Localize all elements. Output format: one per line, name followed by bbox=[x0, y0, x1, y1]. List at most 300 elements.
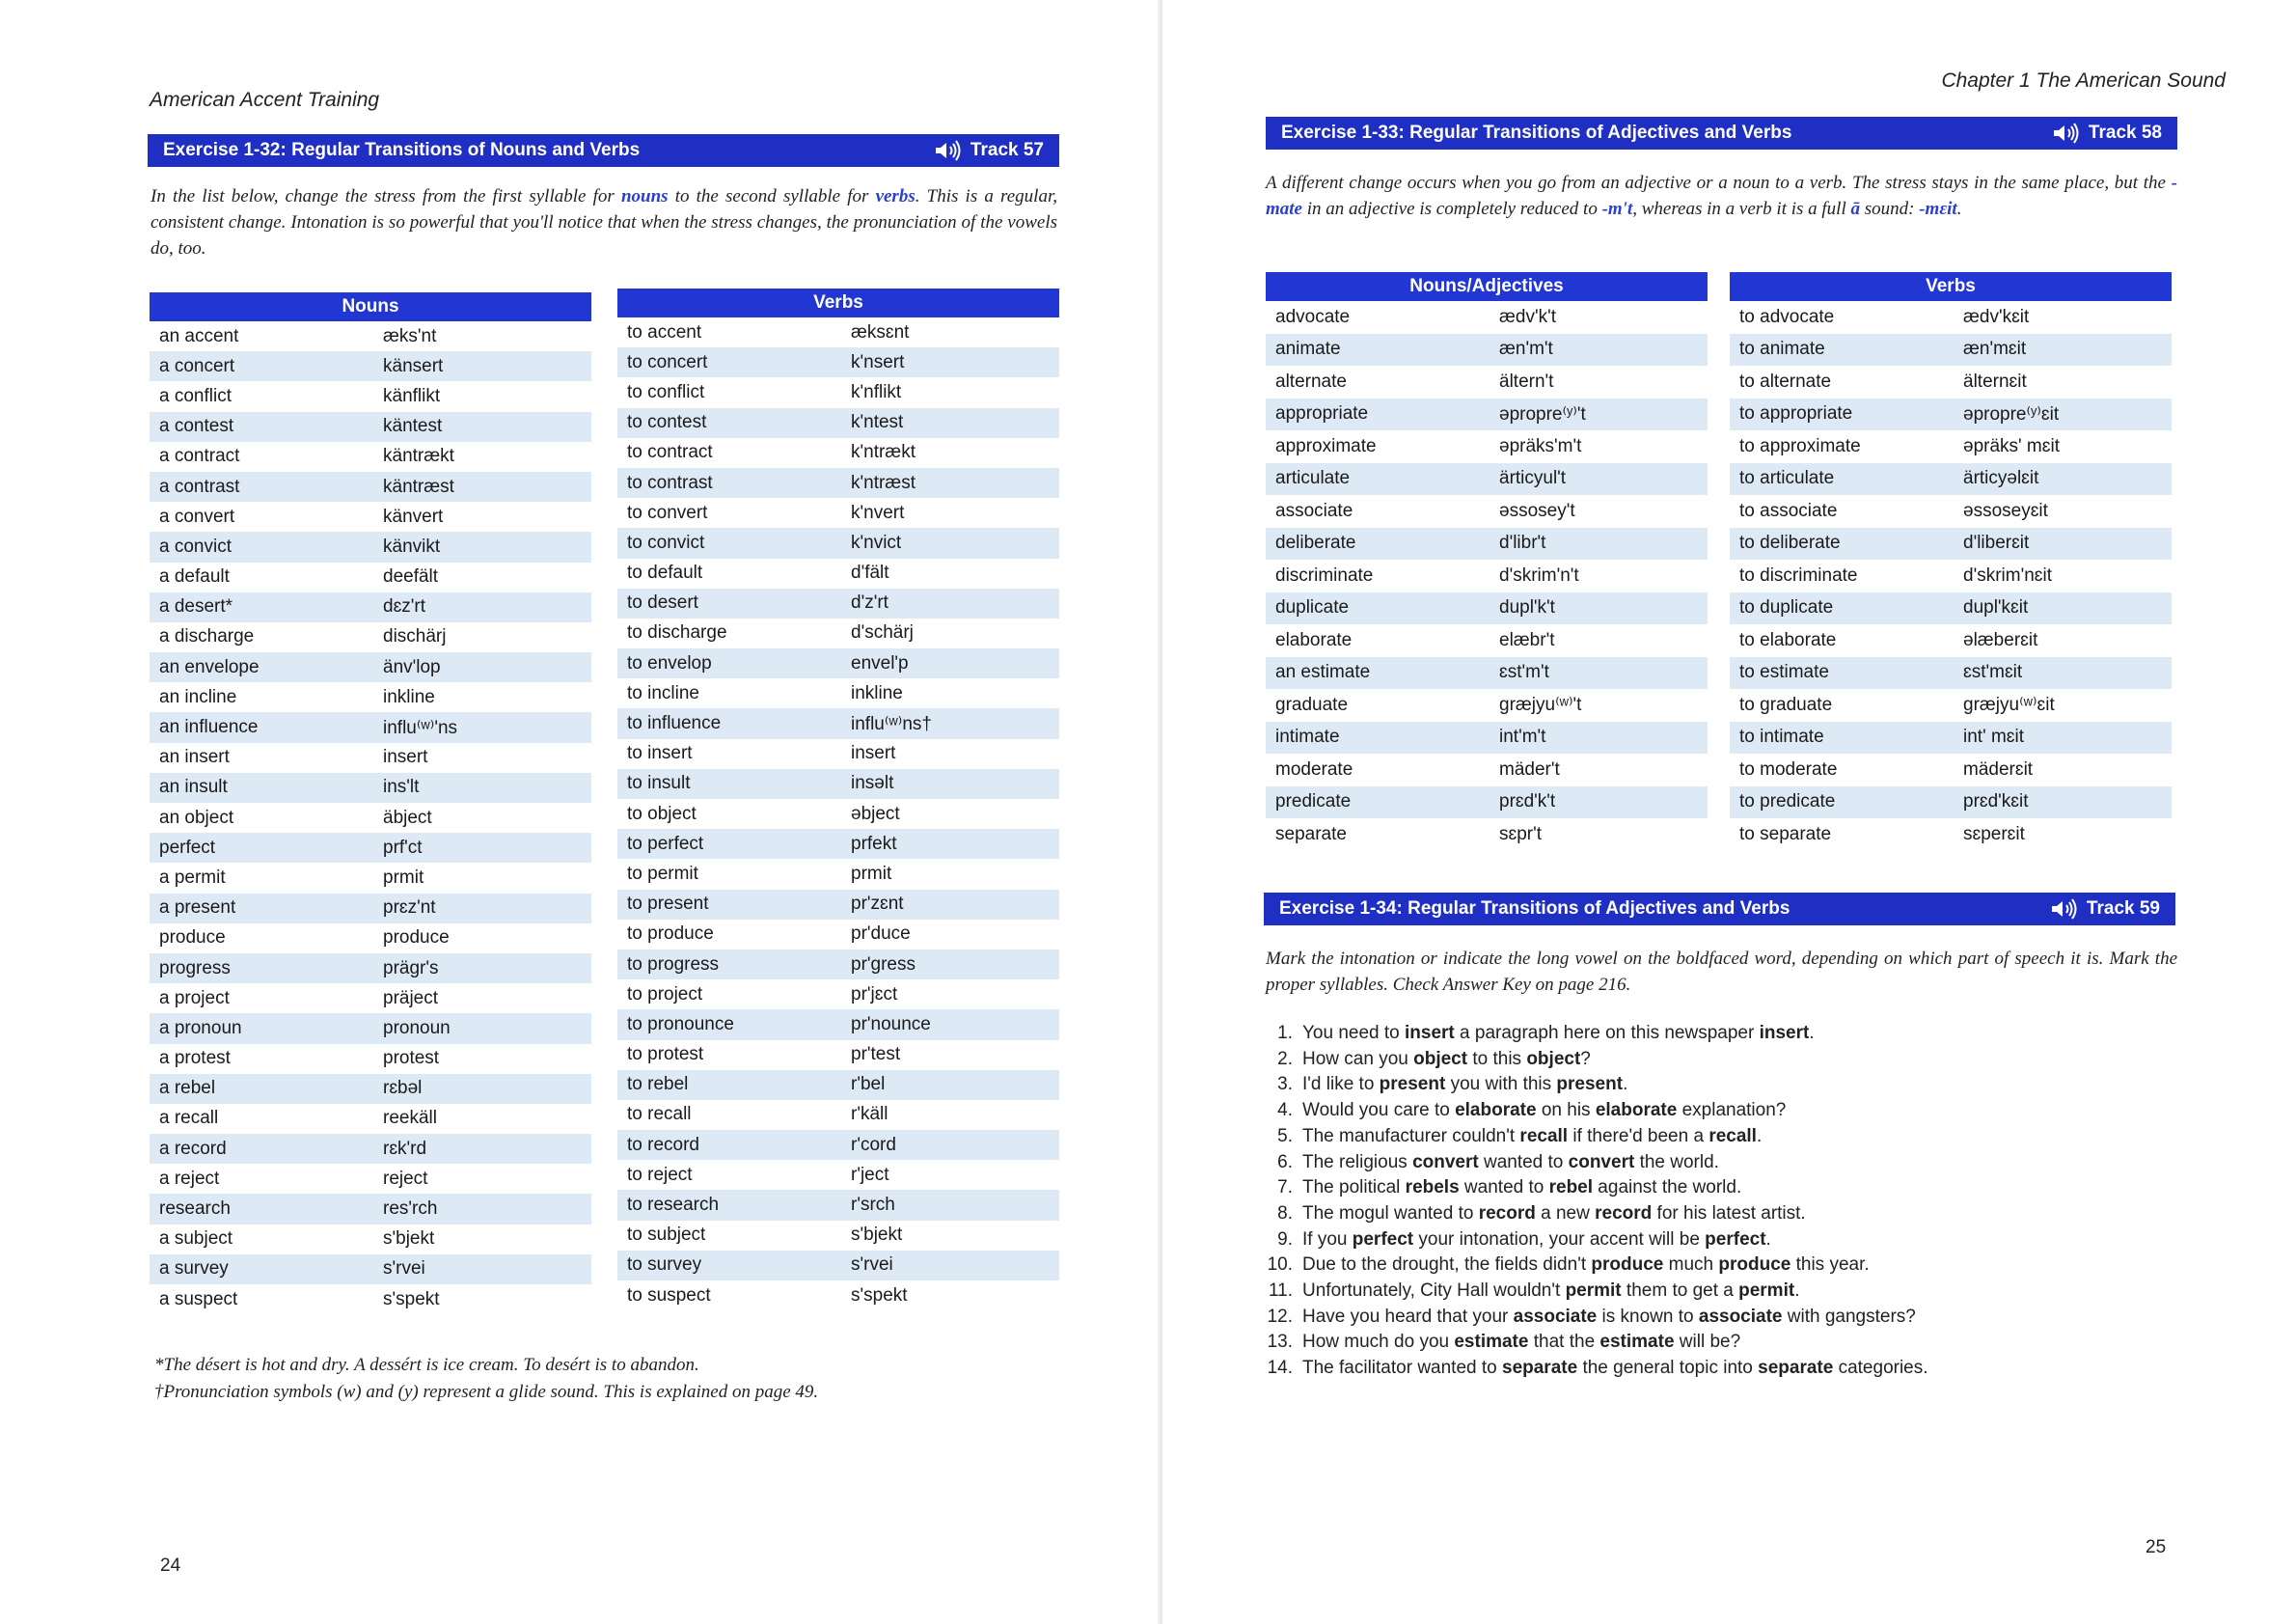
table-row bbox=[150, 532, 591, 562]
adjectives-table bbox=[1266, 272, 1708, 851]
right-page bbox=[1162, 0, 2296, 1624]
pronunciation-cell: deefält bbox=[383, 566, 439, 588]
word-cell: to reject bbox=[627, 1164, 693, 1185]
table-row bbox=[1266, 818, 1708, 851]
table-row bbox=[150, 1044, 591, 1074]
pronunciation-cell: s'spekt bbox=[383, 1288, 440, 1309]
pronunciation-cell: əpropre⁽ʸ⁾'t bbox=[1499, 403, 1586, 425]
table-row bbox=[1266, 592, 1708, 625]
table-row bbox=[150, 1134, 591, 1164]
table-row bbox=[617, 347, 1059, 377]
table-row bbox=[150, 472, 591, 502]
word-cell: to default bbox=[627, 563, 703, 584]
pronunciation-cell: pr'jɛct bbox=[851, 983, 898, 1005]
pronunciation-cell: int' mɛit bbox=[1963, 727, 2025, 748]
table-row bbox=[1730, 430, 2172, 463]
word-cell: produce bbox=[159, 927, 226, 949]
word-cell: to alternate bbox=[1739, 371, 1832, 392]
page-number-left: 24 bbox=[160, 1555, 181, 1576]
word-cell: to produce bbox=[627, 923, 714, 945]
table-row bbox=[150, 894, 591, 923]
pronunciation-cell: k'ntest bbox=[851, 412, 904, 433]
adj-verbs-table bbox=[1730, 272, 2172, 851]
word-cell: separate bbox=[1275, 823, 1347, 844]
track-label: Track 58 bbox=[2088, 123, 2162, 143]
word-cell: duplicate bbox=[1275, 597, 1350, 619]
pronunciation-cell: influ⁽ʷ⁾ns† bbox=[851, 713, 932, 734]
word-cell: appropriate bbox=[1275, 403, 1369, 425]
list-item bbox=[1266, 1227, 2177, 1253]
item-text: Have you heard that your associate is known to associate with gangsters? bbox=[1302, 1306, 1916, 1327]
table-row bbox=[150, 743, 591, 773]
word-cell: to protest bbox=[627, 1044, 704, 1065]
pronunciation-cell: k'nvert bbox=[851, 502, 905, 523]
table-row bbox=[617, 438, 1059, 468]
table-row bbox=[1266, 366, 1708, 399]
table-row bbox=[150, 1164, 591, 1194]
word-cell: to present bbox=[627, 894, 709, 915]
pronunciation-cell: æks'nt bbox=[383, 325, 437, 346]
table-row bbox=[1730, 399, 2172, 431]
list-item bbox=[1266, 1305, 2177, 1331]
word-cell: a suspect bbox=[159, 1288, 238, 1309]
table-row bbox=[617, 1280, 1059, 1310]
word-cell: a contract bbox=[159, 446, 240, 467]
pronunciation-cell: käntest bbox=[383, 416, 443, 437]
page-number-right: 25 bbox=[2146, 1537, 2167, 1557]
pronunciation-cell: k'ntrækt bbox=[851, 442, 916, 463]
list-item bbox=[1266, 1047, 2177, 1073]
table-row bbox=[150, 1194, 591, 1224]
table-row bbox=[150, 1225, 591, 1254]
pronunciation-cell: prfekt bbox=[851, 833, 897, 854]
pronunciation-cell: r'ject bbox=[851, 1164, 889, 1185]
word-cell: a permit bbox=[159, 867, 226, 888]
item-text: The religious convert wanted to convert the world. bbox=[1302, 1151, 1719, 1172]
table-row bbox=[150, 1104, 591, 1134]
item-text: How much do you estimate that the estimate will be? bbox=[1302, 1332, 1741, 1353]
list-item bbox=[1266, 1201, 2177, 1227]
pronunciation-cell: əssoseyɛit bbox=[1963, 500, 2048, 521]
item-text: The manufacturer couldn't recall if there'd been a recall. bbox=[1302, 1125, 1763, 1146]
table-row bbox=[1266, 495, 1708, 528]
pronunciation-cell: envel'p bbox=[851, 652, 909, 674]
footnotes bbox=[154, 1352, 1061, 1406]
word-cell: to incline bbox=[627, 682, 699, 703]
table-row bbox=[1266, 301, 1708, 334]
word-cell: a convict bbox=[159, 536, 232, 557]
table-row bbox=[1730, 301, 2172, 334]
list-item bbox=[1266, 1252, 2177, 1279]
track-button[interactable] bbox=[934, 140, 1044, 161]
word-cell: an insert bbox=[159, 747, 230, 768]
word-cell: to approximate bbox=[1739, 435, 1861, 456]
verbs-header: Verbs bbox=[617, 289, 1059, 317]
word-cell: associate bbox=[1275, 500, 1353, 521]
list-item bbox=[1266, 1098, 2177, 1124]
list-item bbox=[1266, 1330, 2177, 1356]
pronunciation-cell: k'nflikt bbox=[851, 381, 902, 402]
item-number: 4. bbox=[1277, 1100, 1293, 1121]
table-row bbox=[1266, 463, 1708, 496]
footnote-desert: *The désert is hot and dry. A dessért is ice cream. To desért is to abandon. bbox=[154, 1355, 699, 1375]
adj-verbs-header: Verbs bbox=[1730, 272, 2172, 301]
word-cell: an envelope bbox=[159, 656, 260, 677]
table-row bbox=[617, 1100, 1059, 1130]
word-cell: to convict bbox=[627, 532, 705, 553]
table-row bbox=[1266, 334, 1708, 367]
word-cell: to deliberate bbox=[1739, 533, 1841, 554]
pronunciation-cell: insəlt bbox=[851, 773, 894, 794]
word-cell: to survey bbox=[627, 1254, 702, 1276]
pronunciation-cell: k'nvict bbox=[851, 532, 902, 553]
exercise-1-32-header bbox=[148, 134, 1059, 167]
pronunciation-cell: ins'lt bbox=[383, 777, 420, 798]
pronunciation-cell: produce bbox=[383, 927, 450, 949]
word-cell: a conflict bbox=[159, 385, 232, 406]
word-cell: a contrast bbox=[159, 476, 240, 497]
word-cell: to recall bbox=[627, 1104, 692, 1125]
table-row bbox=[617, 739, 1059, 769]
word-cell: to research bbox=[627, 1195, 720, 1216]
word-cell: perfect bbox=[159, 837, 216, 858]
pronunciation-cell: d'schärj bbox=[851, 622, 914, 644]
table-row bbox=[150, 351, 591, 381]
word-cell: to pronounce bbox=[627, 1013, 734, 1034]
pronunciation-cell: präject bbox=[383, 987, 439, 1008]
item-text: The facilitator wanted to separate the general topic into separate categories. bbox=[1302, 1358, 1928, 1379]
nouns-header: Nouns bbox=[150, 292, 591, 321]
word-cell: alternate bbox=[1275, 371, 1347, 392]
item-number: 1. bbox=[1277, 1023, 1293, 1043]
table-row bbox=[617, 859, 1059, 889]
pronunciation-cell: reekäll bbox=[383, 1108, 437, 1129]
word-cell: discriminate bbox=[1275, 564, 1374, 586]
table-row bbox=[150, 321, 591, 351]
word-cell: an object bbox=[159, 807, 234, 828]
table-row bbox=[617, 1221, 1059, 1251]
word-cell: to contract bbox=[627, 442, 713, 463]
table-row bbox=[150, 412, 591, 442]
table-row bbox=[617, 890, 1059, 920]
table-row bbox=[617, 498, 1059, 528]
list-item bbox=[1266, 1356, 2177, 1382]
word-cell: a record bbox=[159, 1138, 227, 1159]
pronunciation-cell: græjyu⁽ʷ⁾ɛit bbox=[1963, 695, 2055, 716]
word-cell: elaborate bbox=[1275, 629, 1353, 650]
table-row bbox=[617, 1040, 1059, 1070]
table-row bbox=[150, 652, 591, 682]
table-row bbox=[617, 1251, 1059, 1280]
word-cell: graduate bbox=[1275, 694, 1349, 715]
pronunciation-cell: prf'ct bbox=[383, 837, 423, 858]
pronunciation-cell: ärticyəlɛit bbox=[1963, 468, 2039, 489]
pronunciation-cell: mäder't bbox=[1499, 758, 1560, 780]
word-cell: an insult bbox=[159, 777, 228, 798]
pronunciation-cell: dupl'kɛit bbox=[1963, 597, 2029, 619]
item-number: 12. bbox=[1267, 1306, 1293, 1327]
table-row bbox=[150, 442, 591, 472]
pronunciation-cell: prmit bbox=[851, 863, 892, 884]
word-cell: a convert bbox=[159, 506, 235, 527]
pronunciation-cell: dischärj bbox=[383, 626, 447, 647]
word-cell: a subject bbox=[159, 1228, 233, 1250]
item-number: 3. bbox=[1277, 1074, 1293, 1095]
item-number: 9. bbox=[1277, 1228, 1293, 1250]
word-cell: to intimate bbox=[1739, 727, 1824, 748]
track-button[interactable] bbox=[2052, 123, 2162, 144]
footnote-glide: †Pronunciation symbols (w) and (y) represent a glide sound. This is explained on page 49. bbox=[154, 1382, 819, 1402]
pronunciation-cell: æksɛnt bbox=[851, 321, 910, 343]
table-row bbox=[150, 833, 591, 863]
table-row bbox=[617, 678, 1059, 708]
pronunciation-cell: s'bjekt bbox=[851, 1225, 903, 1246]
item-number: 11. bbox=[1268, 1280, 1293, 1302]
pronunciation-cell: græjyu⁽ʷ⁾'t bbox=[1499, 695, 1582, 716]
word-cell: to discharge bbox=[627, 622, 727, 644]
table-row bbox=[1730, 624, 2172, 657]
pronunciation-cell: əbject bbox=[851, 803, 900, 824]
exercise-34-intro: Mark the intonation or indicate the long vowel on the boldfaced word, depending on which part of speech it is. Mark the proper syllables. Check Answer Key on page 216. bbox=[1266, 949, 2177, 995]
pronunciation-cell: prɛz'nt bbox=[383, 897, 436, 919]
table-row bbox=[1266, 528, 1708, 561]
pronunciation-cell: ärticyul't bbox=[1499, 468, 1567, 489]
word-cell: a discharge bbox=[159, 626, 255, 647]
word-cell: to influence bbox=[627, 713, 722, 734]
exercise-intro: In the list below, change the stress from the first syllable for nouns to the second syllable for verbs. This is a regular, consistent change. Intonation is so powerful that you'll notice that when the stress changes, the pronunciation of the vowels do, too. bbox=[150, 186, 1057, 259]
table-row bbox=[1730, 754, 2172, 786]
word-cell: to rebel bbox=[627, 1074, 689, 1095]
speaker-icon bbox=[2052, 123, 2081, 144]
item-text: If you perfect your intonation, your accent will be perfect. bbox=[1302, 1228, 1771, 1250]
table-row bbox=[617, 1070, 1059, 1100]
word-cell: to graduate bbox=[1739, 694, 1833, 715]
pronunciation-cell: r'käll bbox=[851, 1104, 888, 1125]
item-number: 13. bbox=[1267, 1332, 1293, 1353]
table-row bbox=[1730, 722, 2172, 755]
table-row bbox=[150, 712, 591, 742]
table-row bbox=[617, 528, 1059, 558]
item-number: 5. bbox=[1277, 1125, 1293, 1146]
table-row bbox=[150, 1284, 591, 1314]
pronunciation-cell: prɛd'k't bbox=[1499, 791, 1556, 812]
table-row bbox=[617, 708, 1059, 738]
table-row bbox=[150, 1074, 591, 1104]
table-row bbox=[617, 648, 1059, 678]
exercise-title: Exercise 1-32: Regular Transitions of Nouns and Verbs bbox=[163, 140, 641, 160]
table-row bbox=[1266, 689, 1708, 722]
pronunciation-cell: prɛd'kɛit bbox=[1963, 791, 2029, 812]
table-row bbox=[617, 317, 1059, 347]
word-cell: a desert* bbox=[159, 596, 233, 618]
pronunciation-cell: pr'duce bbox=[851, 923, 911, 945]
item-number: 14. bbox=[1267, 1358, 1293, 1379]
word-cell: to estimate bbox=[1739, 662, 1829, 683]
table-row bbox=[1266, 657, 1708, 690]
list-item bbox=[1266, 1150, 2177, 1176]
table-row bbox=[617, 799, 1059, 829]
item-text: I'd like to present you with this present. bbox=[1302, 1074, 1628, 1095]
pronunciation-cell: känsert bbox=[383, 355, 444, 376]
pronunciation-cell: s'rvei bbox=[383, 1258, 425, 1280]
pronunciation-cell: əpropre⁽ʸ⁾ɛit bbox=[1963, 403, 2060, 425]
table-row bbox=[150, 983, 591, 1013]
pronunciation-cell: ɛst'm't bbox=[1499, 662, 1549, 683]
table-row bbox=[1266, 430, 1708, 463]
pronunciation-cell: sɛpr't bbox=[1499, 823, 1543, 844]
item-number: 10. bbox=[1267, 1254, 1293, 1276]
speaker-icon bbox=[2050, 898, 2079, 920]
word-cell: to duplicate bbox=[1739, 597, 1834, 619]
word-cell: to advocate bbox=[1739, 306, 1835, 327]
word-cell: to object bbox=[627, 803, 697, 824]
pronunciation-cell: ædv'kɛit bbox=[1963, 306, 2030, 327]
pronunciation-cell: k'nsert bbox=[851, 351, 905, 372]
table-row bbox=[1266, 786, 1708, 819]
table-row bbox=[617, 468, 1059, 498]
word-cell: to record bbox=[627, 1134, 699, 1155]
item-number: 6. bbox=[1277, 1151, 1293, 1172]
table-row bbox=[617, 1130, 1059, 1160]
word-cell: a reject bbox=[159, 1168, 220, 1189]
pronunciation-cell: känflikt bbox=[383, 385, 441, 406]
pronunciation-cell: r'cord bbox=[851, 1134, 896, 1155]
pronunciation-cell: dɛz'rt bbox=[383, 596, 426, 618]
word-cell: research bbox=[159, 1198, 231, 1220]
table-row bbox=[1730, 334, 2172, 367]
pronunciation-cell: elæbr't bbox=[1499, 629, 1555, 650]
item-text: Unfortunately, City Hall wouldn't permit them to get a permit. bbox=[1302, 1280, 1800, 1302]
item-text: Due to the drought, the fields didn't produce much produce this year. bbox=[1302, 1254, 1870, 1276]
word-cell: to subject bbox=[627, 1225, 706, 1246]
pronunciation-cell: känvert bbox=[383, 506, 444, 527]
pronunciation-cell: æn'mɛit bbox=[1963, 339, 2027, 360]
exercise-title: Exercise 1-34: Regular Transitions of Adjectives and Verbs bbox=[1279, 898, 1790, 919]
pronunciation-cell: pr'test bbox=[851, 1044, 901, 1065]
pronunciation-cell: insert bbox=[383, 747, 428, 768]
word-cell: an estimate bbox=[1275, 662, 1371, 683]
pronunciation-cell: pr'gress bbox=[851, 953, 916, 975]
pronunciation-cell: prmit bbox=[383, 867, 424, 888]
table-row bbox=[1730, 366, 2172, 399]
word-cell: a recall bbox=[159, 1108, 219, 1129]
word-cell: to permit bbox=[627, 863, 698, 884]
pronunciation-cell: ædv'k't bbox=[1499, 306, 1556, 327]
running-head-left: American Accent Training bbox=[150, 89, 380, 111]
table-row bbox=[617, 1190, 1059, 1220]
pronunciation-cell: int'm't bbox=[1499, 727, 1546, 748]
pronunciation-cell: pr'nounce bbox=[851, 1013, 931, 1034]
word-cell: a contest bbox=[159, 416, 234, 437]
word-cell: to convert bbox=[627, 502, 708, 523]
table-row bbox=[150, 773, 591, 803]
pronunciation-cell: s'bjekt bbox=[383, 1228, 435, 1250]
pronunciation-cell: d'fält bbox=[851, 563, 889, 584]
table-row bbox=[150, 502, 591, 532]
word-cell: to project bbox=[627, 983, 703, 1005]
item-number: 7. bbox=[1277, 1177, 1293, 1198]
table-row bbox=[617, 408, 1059, 438]
table-row bbox=[1266, 624, 1708, 657]
item-number: 8. bbox=[1277, 1202, 1293, 1224]
word-cell: to contest bbox=[627, 412, 707, 433]
word-cell: deliberate bbox=[1275, 533, 1356, 554]
item-text: Would you care to elaborate on his elaborate explanation? bbox=[1302, 1100, 1787, 1121]
pronunciation-cell: insert bbox=[851, 743, 896, 764]
pronunciation-cell: r'bel bbox=[851, 1074, 886, 1095]
table-row bbox=[1266, 754, 1708, 786]
table-row bbox=[617, 769, 1059, 799]
pronunciation-cell: k'ntræst bbox=[851, 472, 916, 493]
table-row bbox=[150, 381, 591, 411]
word-cell: to animate bbox=[1739, 339, 1825, 360]
word-cell: to appropriate bbox=[1739, 403, 1853, 425]
track-button[interactable] bbox=[2050, 898, 2160, 920]
table-row bbox=[150, 563, 591, 592]
pronunciation-cell: inkline bbox=[851, 682, 903, 703]
table-row bbox=[1266, 399, 1708, 431]
table-row bbox=[150, 1254, 591, 1284]
table-row bbox=[150, 682, 591, 712]
table-row bbox=[617, 829, 1059, 859]
pronunciation-cell: rɛk'rd bbox=[383, 1138, 427, 1159]
word-cell: predicate bbox=[1275, 791, 1352, 812]
pronunciation-cell: känvikt bbox=[383, 536, 441, 557]
word-cell: a concert bbox=[159, 355, 235, 376]
table-row bbox=[150, 953, 591, 983]
word-cell: a survey bbox=[159, 1258, 229, 1280]
list-item bbox=[1266, 1124, 2177, 1150]
pronunciation-cell: əssosey't bbox=[1499, 500, 1575, 521]
word-cell: to accent bbox=[627, 321, 702, 343]
word-cell: to articulate bbox=[1739, 468, 1835, 489]
table-row bbox=[1730, 786, 2172, 819]
word-cell: to discriminate bbox=[1739, 564, 1858, 586]
table-row bbox=[150, 1013, 591, 1043]
verbs-table bbox=[617, 289, 1059, 1310]
pronunciation-cell: res'rch bbox=[383, 1198, 438, 1220]
word-cell: an influence bbox=[159, 717, 259, 738]
table-row bbox=[1730, 463, 2172, 496]
pronunciation-cell: d'skrim'n't bbox=[1499, 564, 1579, 586]
pronunciation-cell: əpräks'm't bbox=[1499, 435, 1582, 456]
list-item bbox=[1266, 1072, 2177, 1098]
word-cell: to concert bbox=[627, 351, 708, 372]
pronunciation-cell: sɛperɛit bbox=[1963, 823, 2025, 844]
pronunciation-cell: protest bbox=[383, 1048, 440, 1069]
word-cell: to suspect bbox=[627, 1284, 711, 1306]
table-row bbox=[617, 920, 1059, 950]
pronunciation-cell: s'spekt bbox=[851, 1284, 908, 1306]
word-cell: to desert bbox=[627, 592, 698, 614]
word-cell: an accent bbox=[159, 325, 239, 346]
pronunciation-cell: käntrækt bbox=[383, 446, 454, 467]
pronunciation-cell: äbject bbox=[383, 807, 432, 828]
word-cell: progress bbox=[159, 957, 231, 978]
word-cell: to progress bbox=[627, 953, 720, 975]
list-item bbox=[1266, 1175, 2177, 1201]
exercise-1-34-header bbox=[1264, 893, 2175, 925]
table-row bbox=[150, 863, 591, 893]
pronunciation-cell: əlæberɛit bbox=[1963, 629, 2038, 650]
table-row bbox=[617, 950, 1059, 979]
word-cell: to insert bbox=[627, 743, 693, 764]
word-cell: a present bbox=[159, 897, 236, 919]
table-row bbox=[617, 377, 1059, 407]
verbs-word: verbs bbox=[875, 186, 916, 206]
pronunciation-cell: älternɛit bbox=[1963, 371, 2027, 392]
word-cell: a pronoun bbox=[159, 1017, 242, 1038]
